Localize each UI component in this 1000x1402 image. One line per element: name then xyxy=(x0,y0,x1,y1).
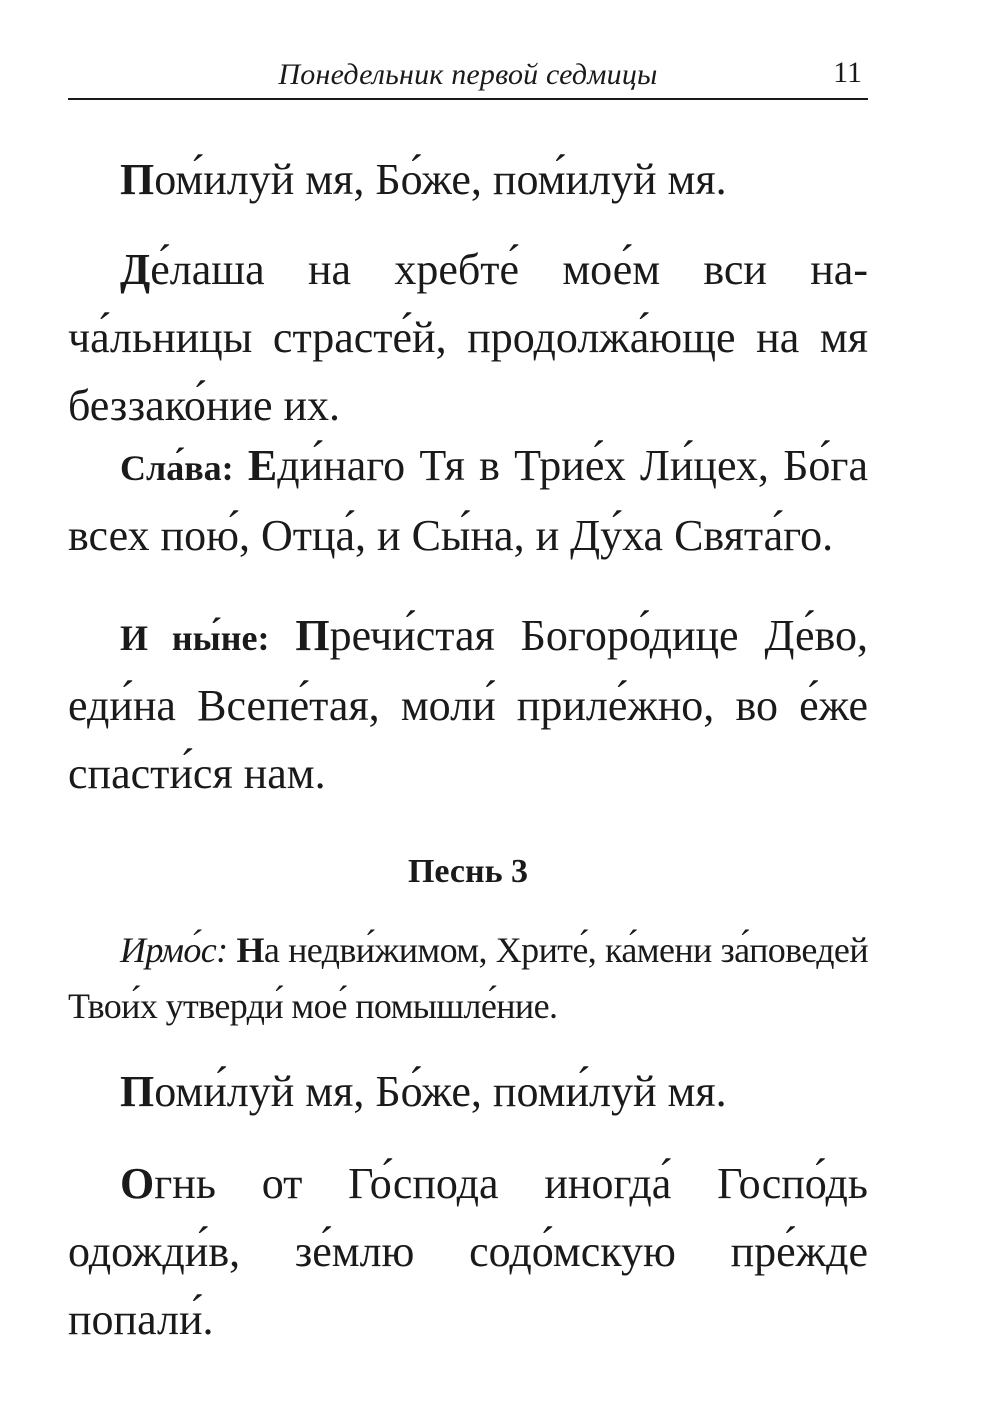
glory-verse xyxy=(68,432,868,570)
glory-label: Сла́ва: xyxy=(120,448,234,488)
drop-initial: П xyxy=(295,611,330,660)
troparion-text: гнь от Го́спода иногда́ Госпо́дь одожди́в, зе́млю содо́мскую пре́жде попали́. xyxy=(68,1159,868,1344)
ode-heading: Песнь 3 xyxy=(407,853,529,890)
irmos-label: Ирмо́с: xyxy=(120,930,228,970)
glory-text: ди́наго Тя в Трие́х Ли́цех, Бо́га всех пою́, Отца́, и Сы́на, и Ду́ха Свята́го. xyxy=(68,441,868,560)
refrain-text: ом́илуй мя, Бо́же, пом́илуй мя. xyxy=(154,155,727,204)
drop-initial: П xyxy=(120,155,155,204)
and-now-verse xyxy=(68,602,868,808)
drop-initial: О xyxy=(120,1159,155,1208)
running-title: Понедельник первой седмицы xyxy=(278,58,658,91)
drop-initial: П xyxy=(120,1067,155,1116)
and-now-label: И ны́не: xyxy=(120,618,270,658)
drop-initial: Е xyxy=(247,441,278,490)
refrain-1 xyxy=(68,146,868,214)
drop-initial: Д xyxy=(120,245,151,294)
troparion-1 xyxy=(68,236,868,440)
troparion-text: е́лаша на хребте́ мое́м вси нача́льницы страсте́й, продолжа́юще на мя беззако́ние их. xyxy=(68,245,868,430)
and-now-text: речи́стая Богоро́дице Де́во, еди́на Всепе́тая, моли́ приле́жно, во е́же спасти́ся нам. xyxy=(68,611,869,798)
running-header xyxy=(68,52,868,100)
book-page xyxy=(68,0,868,1402)
irmos-text: а недви́жимом, Хрите́, ка́мени за́поведей Твои́х утверди́ мое́ помышле́ние. xyxy=(68,930,868,1026)
refrain-2 xyxy=(68,1058,868,1126)
page-number: 11 xyxy=(833,56,862,89)
irmos xyxy=(68,922,868,1034)
drop-initial: Н xyxy=(236,930,264,970)
troparion-2 xyxy=(68,1150,868,1354)
refrain-text: оми́луй мя, Бо́же, поми́луй мя. xyxy=(154,1067,727,1116)
